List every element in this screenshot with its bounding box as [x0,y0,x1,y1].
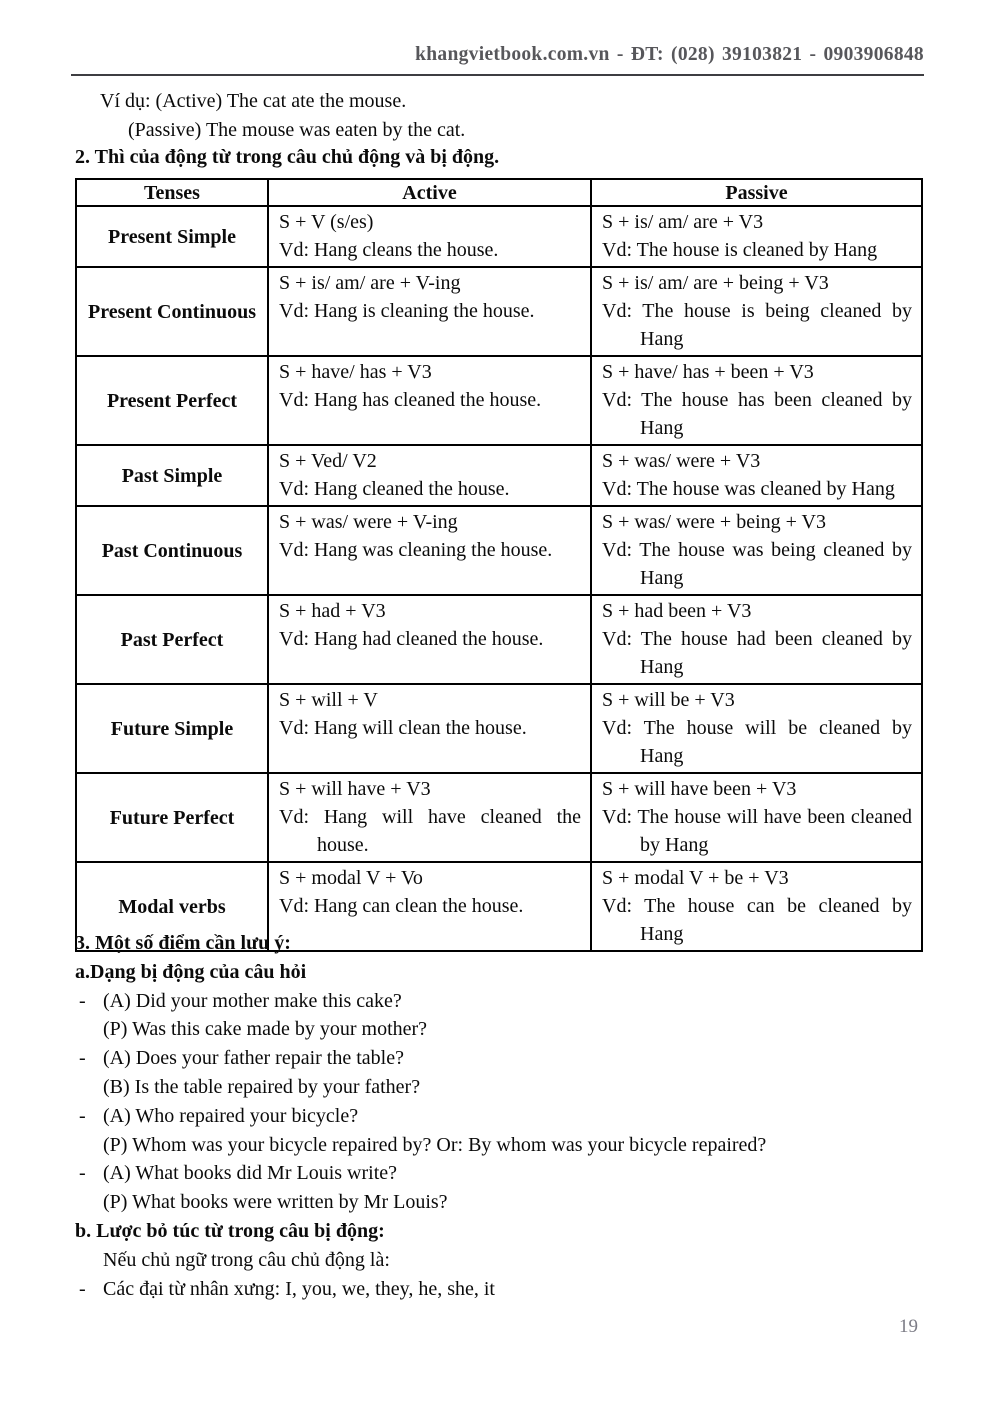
active-example: Vd: Hang cleaned the house. [279,478,510,500]
passive-cell [591,773,922,862]
list-item-text: Các đại từ nhân xưng: I, you, we, they, he, she, it [103,1277,495,1300]
list-item [75,1102,923,1131]
passive-formula: S + was/ were + being + V3 [602,511,826,533]
passive-cell [591,595,922,684]
tense-name: Future Perfect [76,773,268,862]
table-row [76,773,922,862]
list-item-text: (B) Is the table repaired by your father? [103,1075,421,1098]
list-item [75,1044,923,1073]
table-row [76,267,922,356]
passive-cell [591,506,922,595]
tense-name: Present Simple [76,206,268,267]
list-item [75,1188,923,1217]
tense-name: Past Perfect [76,595,268,684]
active-example: Vd: Hang was cleaning the house. [279,539,553,561]
page-number: 19 [899,1316,918,1337]
dash-marker: - [79,989,86,1012]
table-header-row [76,179,922,206]
active-example: Vd: Hang can clean the house. [279,895,524,917]
section-2-heading: 2. Thì của động từ trong câu chủ động và bị động. [75,146,500,168]
active-formula: S + had + V3 [279,600,386,622]
passive-formula: S + is/ am/ are + V3 [602,211,764,233]
active-example: Vd: Hang will have cleaned the house. [279,806,581,856]
table-row [76,445,922,506]
active-cell [268,206,591,267]
tense-name: Modal verbs [76,862,268,951]
passive-formula: S + had been + V3 [602,600,752,622]
passive-cell [591,206,922,267]
passive-formula: S + will have been + V3 [602,778,797,800]
column-header-passive: Passive [591,179,922,206]
site-header: khangvietbook.com.vn - ĐT: (028) 39103821 - 0903906848 [71,44,924,76]
list-item [75,1131,923,1160]
table-row [76,206,922,267]
active-cell [268,356,591,445]
tenses-table [75,178,923,952]
active-example: Vd: Hang will clean the house. [279,717,527,739]
example-active-line: Ví dụ: (Active) The cat ate the mouse. [100,90,407,112]
active-formula: S + will + V [279,689,378,711]
active-example: Vd: Hang cleans the house. [279,239,499,261]
passive-formula: S + is/ am/ are + being + V3 [602,272,829,294]
dash-marker: - [79,1277,86,1300]
dash-marker: - [79,1047,86,1070]
active-formula: S + have/ has + V3 [279,361,432,383]
table-row [76,595,922,684]
active-formula: S + V (s/es) [279,211,374,233]
passive-cell [591,356,922,445]
list-item [75,1275,923,1304]
section-3a-heading: a.Dạng bị động của câu hỏi [75,960,307,983]
section-3b-line: Nếu chủ ngữ trong câu chủ động là: [103,1248,390,1271]
active-cell [268,684,591,773]
active-formula: S + Ved/ V2 [279,450,377,472]
section-3-heading: 3. Một số điểm cần lưu ý: [75,932,291,954]
table-row [76,684,922,773]
active-formula: S + is/ am/ are + V-ing [279,272,461,294]
column-header-tenses: Tenses [76,179,268,206]
passive-example: Vd: The house will be cleaned by Hang [602,717,912,767]
list-item-text: (P) Was this cake made by your mother? [103,1018,428,1041]
active-formula: S + will have + V3 [279,778,431,800]
passive-example: Vd: The house had been cleaned by Hang [602,628,912,678]
list-item-text: (A) What books did Mr Louis write? [103,1162,398,1185]
passive-example: Vd: The house is cleaned by Hang [602,239,878,261]
active-cell [268,267,591,356]
list-item [75,987,923,1016]
tense-name: Future Simple [76,684,268,773]
list-item-text: (A) Who repaired your bicycle? [103,1104,359,1127]
active-formula: S + modal V + Vo [279,867,423,889]
list-item-text: (A) Did your mother make this cake? [103,989,402,1012]
passive-formula: S + modal V + be + V3 [602,867,789,889]
list-item-text: (P) What books were written by Mr Louis? [103,1191,448,1214]
active-cell [268,445,591,506]
list-item [75,1015,923,1044]
table-row [76,506,922,595]
active-example: Vd: Hang had cleaned the house. [279,628,544,650]
passive-formula: S + have/ has + been + V3 [602,361,814,383]
list-item-text: (A) Does your father repair the table? [103,1047,404,1070]
dash-marker: - [79,1162,86,1185]
tense-name: Present Perfect [76,356,268,445]
list-item-text: (P) Whom was your bicycle repaired by? Or: By whom was your bicycle repaired? [103,1133,767,1156]
section-3b-heading: b. Lược bỏ túc từ trong câu bị động: [75,1219,385,1242]
passive-cell [591,684,922,773]
active-example: Vd: Hang is cleaning the house. [279,300,535,322]
example-passive-line: (Passive) The mouse was eaten by the cat. [128,119,466,141]
passive-example: Vd: The house was cleaned by Hang [602,478,895,500]
column-header-active: Active [268,179,591,206]
passive-example: Vd: The house will have been cleaned by Hang [602,806,912,856]
tense-name: Past Continuous [76,506,268,595]
passive-formula: S + will be + V3 [602,689,735,711]
dash-marker: - [79,1104,86,1127]
passive-cell [591,267,922,356]
passive-example: Vd: The house is being cleaned by Hang [602,300,912,350]
active-cell [268,506,591,595]
table-row [76,356,922,445]
active-example: Vd: Hang has cleaned the house. [279,389,542,411]
active-formula: S + was/ were + V-ing [279,511,458,533]
list-item [75,1073,923,1102]
passive-example: Vd: The house was being cleaned by Hang [602,539,912,589]
passive-formula: S + was/ were + V3 [602,450,761,472]
tense-name: Past Simple [76,445,268,506]
list-item [75,1159,923,1188]
passive-example: Vd: The house has been cleaned by Hang [602,389,912,439]
passive-cell [591,445,922,506]
tense-name: Present Continuous [76,267,268,356]
active-cell [268,773,591,862]
passive-example: Vd: The house can be cleaned by Hang [602,895,912,945]
active-cell [268,595,591,684]
section-3 [75,929,923,1303]
